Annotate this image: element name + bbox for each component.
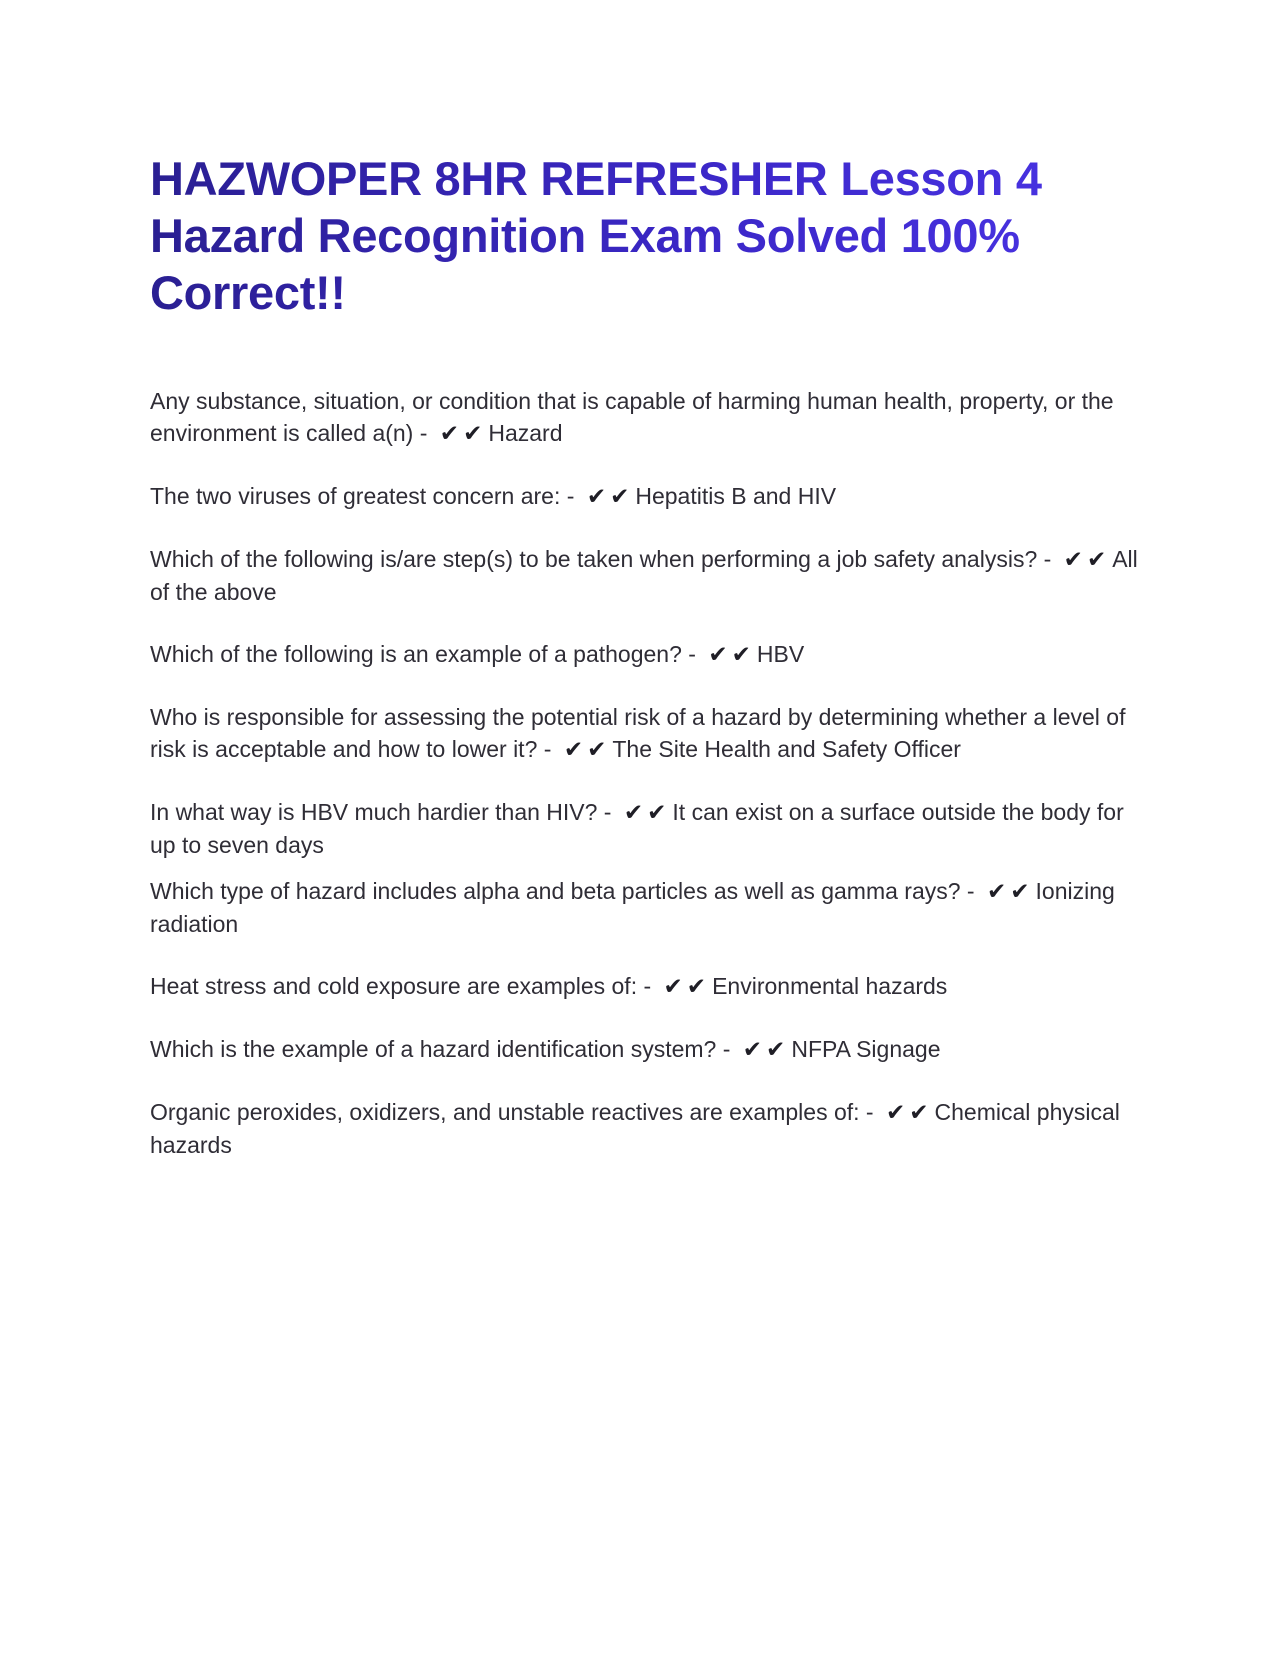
check-marks-icon: ✔✔ [563,737,611,763]
check-marks-icon: ✔✔ [885,1100,933,1126]
qa-item [150,480,1140,513]
check-marks-icon: ✔✔ [623,800,671,826]
question-text: Organic peroxides, oxidizers, and unstable reactives are examples of: - [150,1099,874,1125]
question-text: Which is the example of a hazard identification system? - [150,1036,731,1062]
qa-item [150,701,1140,766]
answer-text: Hepatitis B and HIV [635,483,837,509]
answer-text: It can exist on a surface outside the body for up to seven days [150,799,1124,858]
question-text: Any substance, situation, or condition that is capable of harming human health, property, or the environment is called a(n) - [150,388,1114,446]
check-marks-icon: ✔✔ [1063,547,1111,573]
answer-text: Hazard [488,420,563,446]
answer-text: All of the above [150,546,1138,605]
question-text: Heat stress and cold exposure are examples of: - [150,973,652,999]
question-text: The two viruses of greatest concern are: - [150,483,575,509]
qa-item [150,385,1140,450]
check-marks-icon: ✔✔ [708,642,755,668]
check-marks-icon: ✔✔ [986,879,1034,905]
check-marks-icon: ✔✔ [439,421,487,447]
check-marks-icon: ✔✔ [586,484,634,510]
document-page [150,150,1140,1191]
qa-item [150,1096,1140,1161]
question-text: Which of the following is an example of a pathogen? - [150,641,696,667]
qa-item [150,543,1140,608]
answer-text: The Site Health and Safety Officer [612,736,961,762]
answer-text: HBV [756,641,805,667]
question-text: In what way is HBV much hardier than HIV? - [150,799,612,825]
answer-text: Chemical physical hazards [150,1099,1120,1158]
qa-list [150,385,1140,1161]
document-title: HAZWOPER 8HR REFRESHER Lesson 4 Hazard Recognition Exam Solved 100% Correct!! [150,150,1140,321]
question-text: Which type of hazard includes alpha and beta particles as well as gamma rays? - [150,878,975,904]
answer-text: Environmental hazards [712,973,948,999]
question-text: Which of the following is/are step(s) to be taken when performing a job safety analysis? - [150,546,1052,572]
qa-item [150,970,1140,1003]
check-marks-icon: ✔✔ [663,974,711,1000]
qa-item [150,796,1140,861]
qa-item [150,638,1140,671]
answer-text: Ionizing radiation [150,878,1115,937]
qa-item [150,875,1140,940]
question-text: Who is responsible for assessing the potential risk of a hazard by determining whether a level of risk is acceptable and how to lower it? - [150,704,1126,762]
check-marks-icon: ✔✔ [742,1037,790,1063]
answer-text: NFPA Signage [791,1036,941,1062]
qa-item [150,1033,1140,1066]
